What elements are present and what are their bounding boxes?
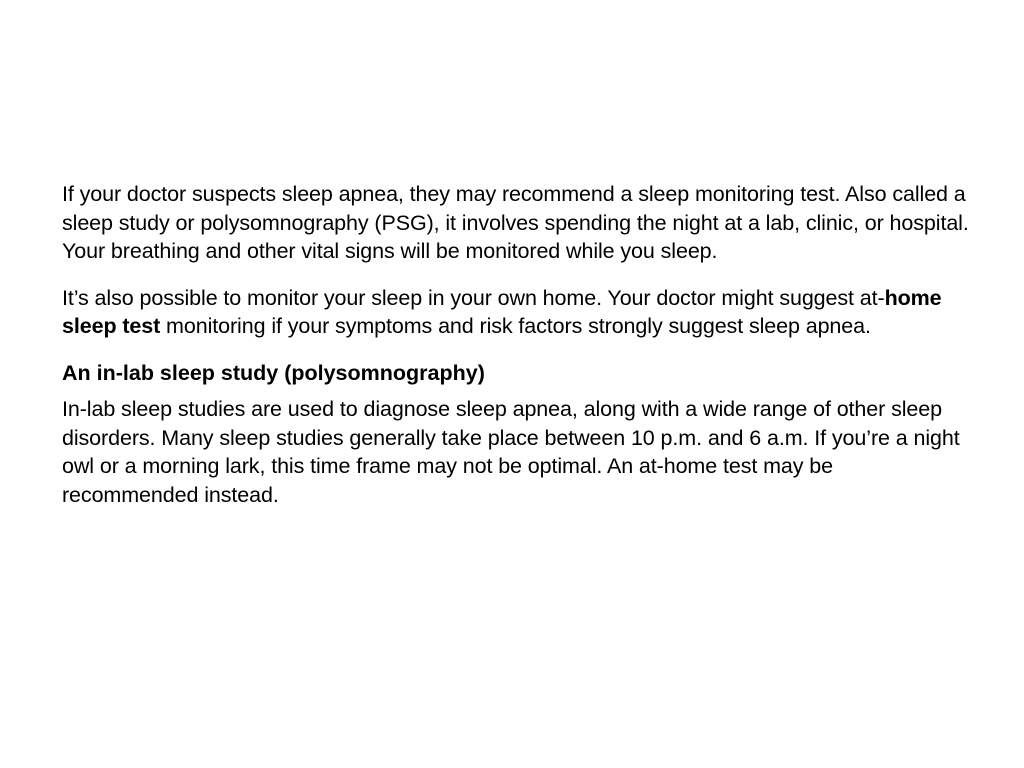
in-lab-study-paragraph: In-lab sleep studies are used to diagnose sleep apnea, along with a wide range of other sleep disorders. Many sleep studies generally take place between 10 p.m. and 6 a.m. If you’re a night owl or a morning lark, this time frame may not be optimal. An at-home test may be recommended instead.: [62, 397, 960, 507]
home-test-paragraph: [62, 284, 972, 341]
home-test-text-after: monitoring if your symptoms and risk factors strongly suggest sleep apnea.: [160, 314, 871, 338]
intro-paragraph: If your doctor suspects sleep apnea, they may recommend a sleep monitoring test. Also called a sleep study or polysomnography (PSG), it involves spending the night at a lab, clinic, or hospital. Your breathing and other vital signs will be monitored while you sleep.: [62, 182, 969, 263]
slide-content: [62, 180, 972, 527]
home-test-text-before: It’s also possible to monitor your sleep in your own home. Your doctor might suggest at-: [62, 285, 885, 310]
in-lab-study-heading: An in-lab sleep study (polysomnography): [62, 360, 485, 385]
home-sleep-test-emphasis: home sleep test: [62, 285, 942, 338]
